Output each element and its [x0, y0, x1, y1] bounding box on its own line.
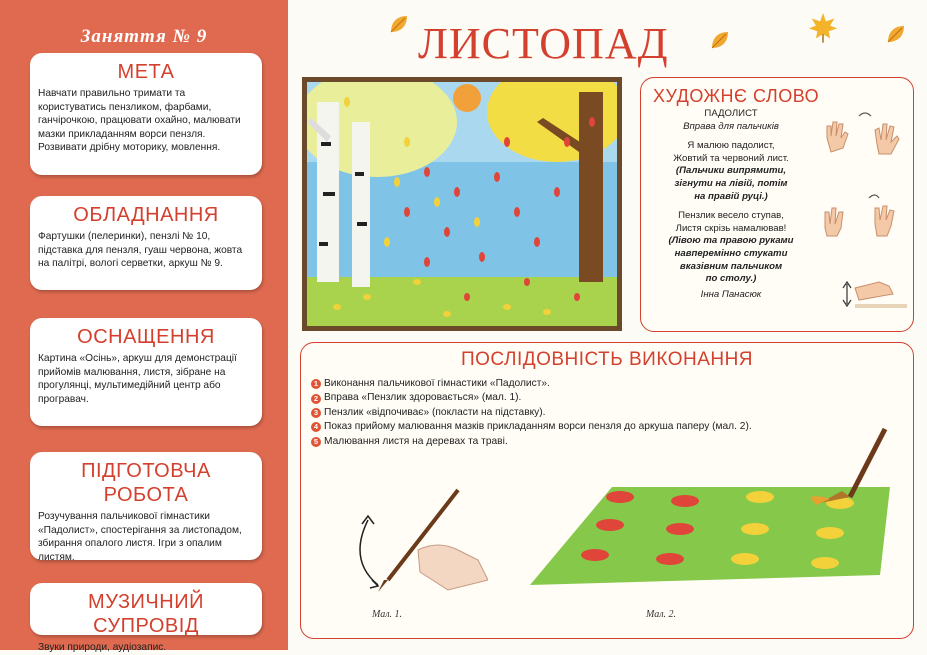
step-text: Виконання пальчикової гімнастики «Падолист». [324, 378, 550, 389]
step-text: Малювання листя на деревах та траві. [324, 435, 508, 447]
card-equipment [30, 196, 262, 290]
card-goal-text: Навчати правильно тримати та користуватись пензликом, фарбами, ганчірочкою, працювати охайно, малювати мазки прикладанням ворси пензля. Розвивати дрібну моторику, мовлення. [38, 88, 241, 154]
figure-1-caption: Мал. 1. [372, 609, 403, 620]
poem-title: ПАДОЛИСТ [704, 108, 758, 119]
autumn-painting-image [307, 82, 617, 326]
poem-text [647, 108, 815, 301]
card-preparation-text: Розучування пальчикової гімнастики «Падолист», спостерігання за листопадом, збирання опалого листя. Ігри з опалим листям. [38, 511, 242, 563]
card-preparation-title: ПІДГОТОВЧА РОБОТА [81, 460, 211, 506]
step-number-icon: 1 [311, 379, 321, 389]
figure-2-caption: Мал. 2. [646, 609, 677, 620]
step-number-icon: 3 [311, 408, 321, 418]
autumn-leaf-icon [884, 22, 908, 46]
card-preparation [30, 452, 262, 563]
card-equipment-text: Фартушки (пелеринки), пензлі № 10, підставка для пензля, гуаш червона, жовта на палітрі, вологі серветки, аркуш № 9. [38, 231, 243, 270]
poem-line: Пензлик весело ступав, [678, 210, 784, 222]
lesson-title: Заняття № 9 [80, 26, 208, 47]
step-text: Вправа «Пензлик здоровається» (мал. 1). [324, 392, 522, 404]
poem-author: Інна Панасюк [700, 288, 762, 300]
card-music-text: Звуки природи, аудіозапис. [38, 642, 167, 653]
autumn-leaf-icon [708, 28, 732, 52]
autumn-painting [302, 77, 622, 331]
poem-box [640, 77, 914, 332]
maple-leaf-icon [806, 10, 840, 44]
poem-instruction: на правій руці.) [694, 190, 768, 202]
poem-instruction: по столу.) [705, 273, 757, 285]
step-number-icon: 2 [311, 394, 321, 404]
card-furnishing-text: Картина «Осінь», аркуш для демонстрації прийомів малювання, листя, зібране на прогулянці, мультимедійний центр або програвач. [38, 353, 237, 405]
poem-line: Я малюю падолист, [687, 140, 775, 152]
step-text: Показ прийому малювання мазків прикладанням ворси пензля до аркуша паперу (мал. 2). [324, 421, 752, 433]
card-music-title: МУЗИЧНИЙ СУПРОВІД [88, 591, 204, 637]
card-equipment-title: ОБЛАДНАННЯ [73, 204, 219, 226]
step-number-icon: 4 [311, 422, 321, 432]
step-number-icon: 5 [311, 437, 321, 447]
sequence-title: ПОСЛІДОВНІСТЬ ВИКОНАННЯ [460, 349, 754, 370]
autumn-leaf-icon [387, 12, 411, 36]
poem-instruction: навперемінно стукати [674, 247, 788, 259]
poem-section-title: ХУДОЖНЄ СЛОВО [653, 86, 820, 106]
list-item [311, 406, 752, 420]
poem-line: Листя скрізь намалював! [675, 222, 787, 234]
poem-line: Жовтий та червоний лист. [673, 152, 789, 164]
list-item [311, 377, 752, 391]
step-text: Пензлик «відпочиває» (покласти на підставку). [324, 406, 546, 418]
poem-instruction: (Лівою та правою руками [668, 235, 794, 247]
main-title: ЛИСТОПАД [418, 19, 669, 68]
poem-instruction: вказівним пальчиком [679, 260, 783, 272]
list-item [311, 391, 752, 405]
brush-icon [348, 480, 488, 600]
poem-instruction: (Пальчики випрямити, [675, 165, 787, 177]
hand-gesture-icon [819, 108, 911, 330]
poem-instruction: зігнути на лівій, потім [674, 177, 788, 189]
poem-subtitle: Вправа для пальчиків [683, 120, 779, 132]
card-goal-title: МЕТА [117, 61, 175, 83]
card-furnishing-title: ОСНАЩЕННЯ [77, 326, 215, 348]
card-music [30, 583, 262, 653]
leaf-strokes-figure [520, 425, 900, 605]
card-furnishing [30, 318, 262, 426]
card-goal [30, 53, 262, 175]
